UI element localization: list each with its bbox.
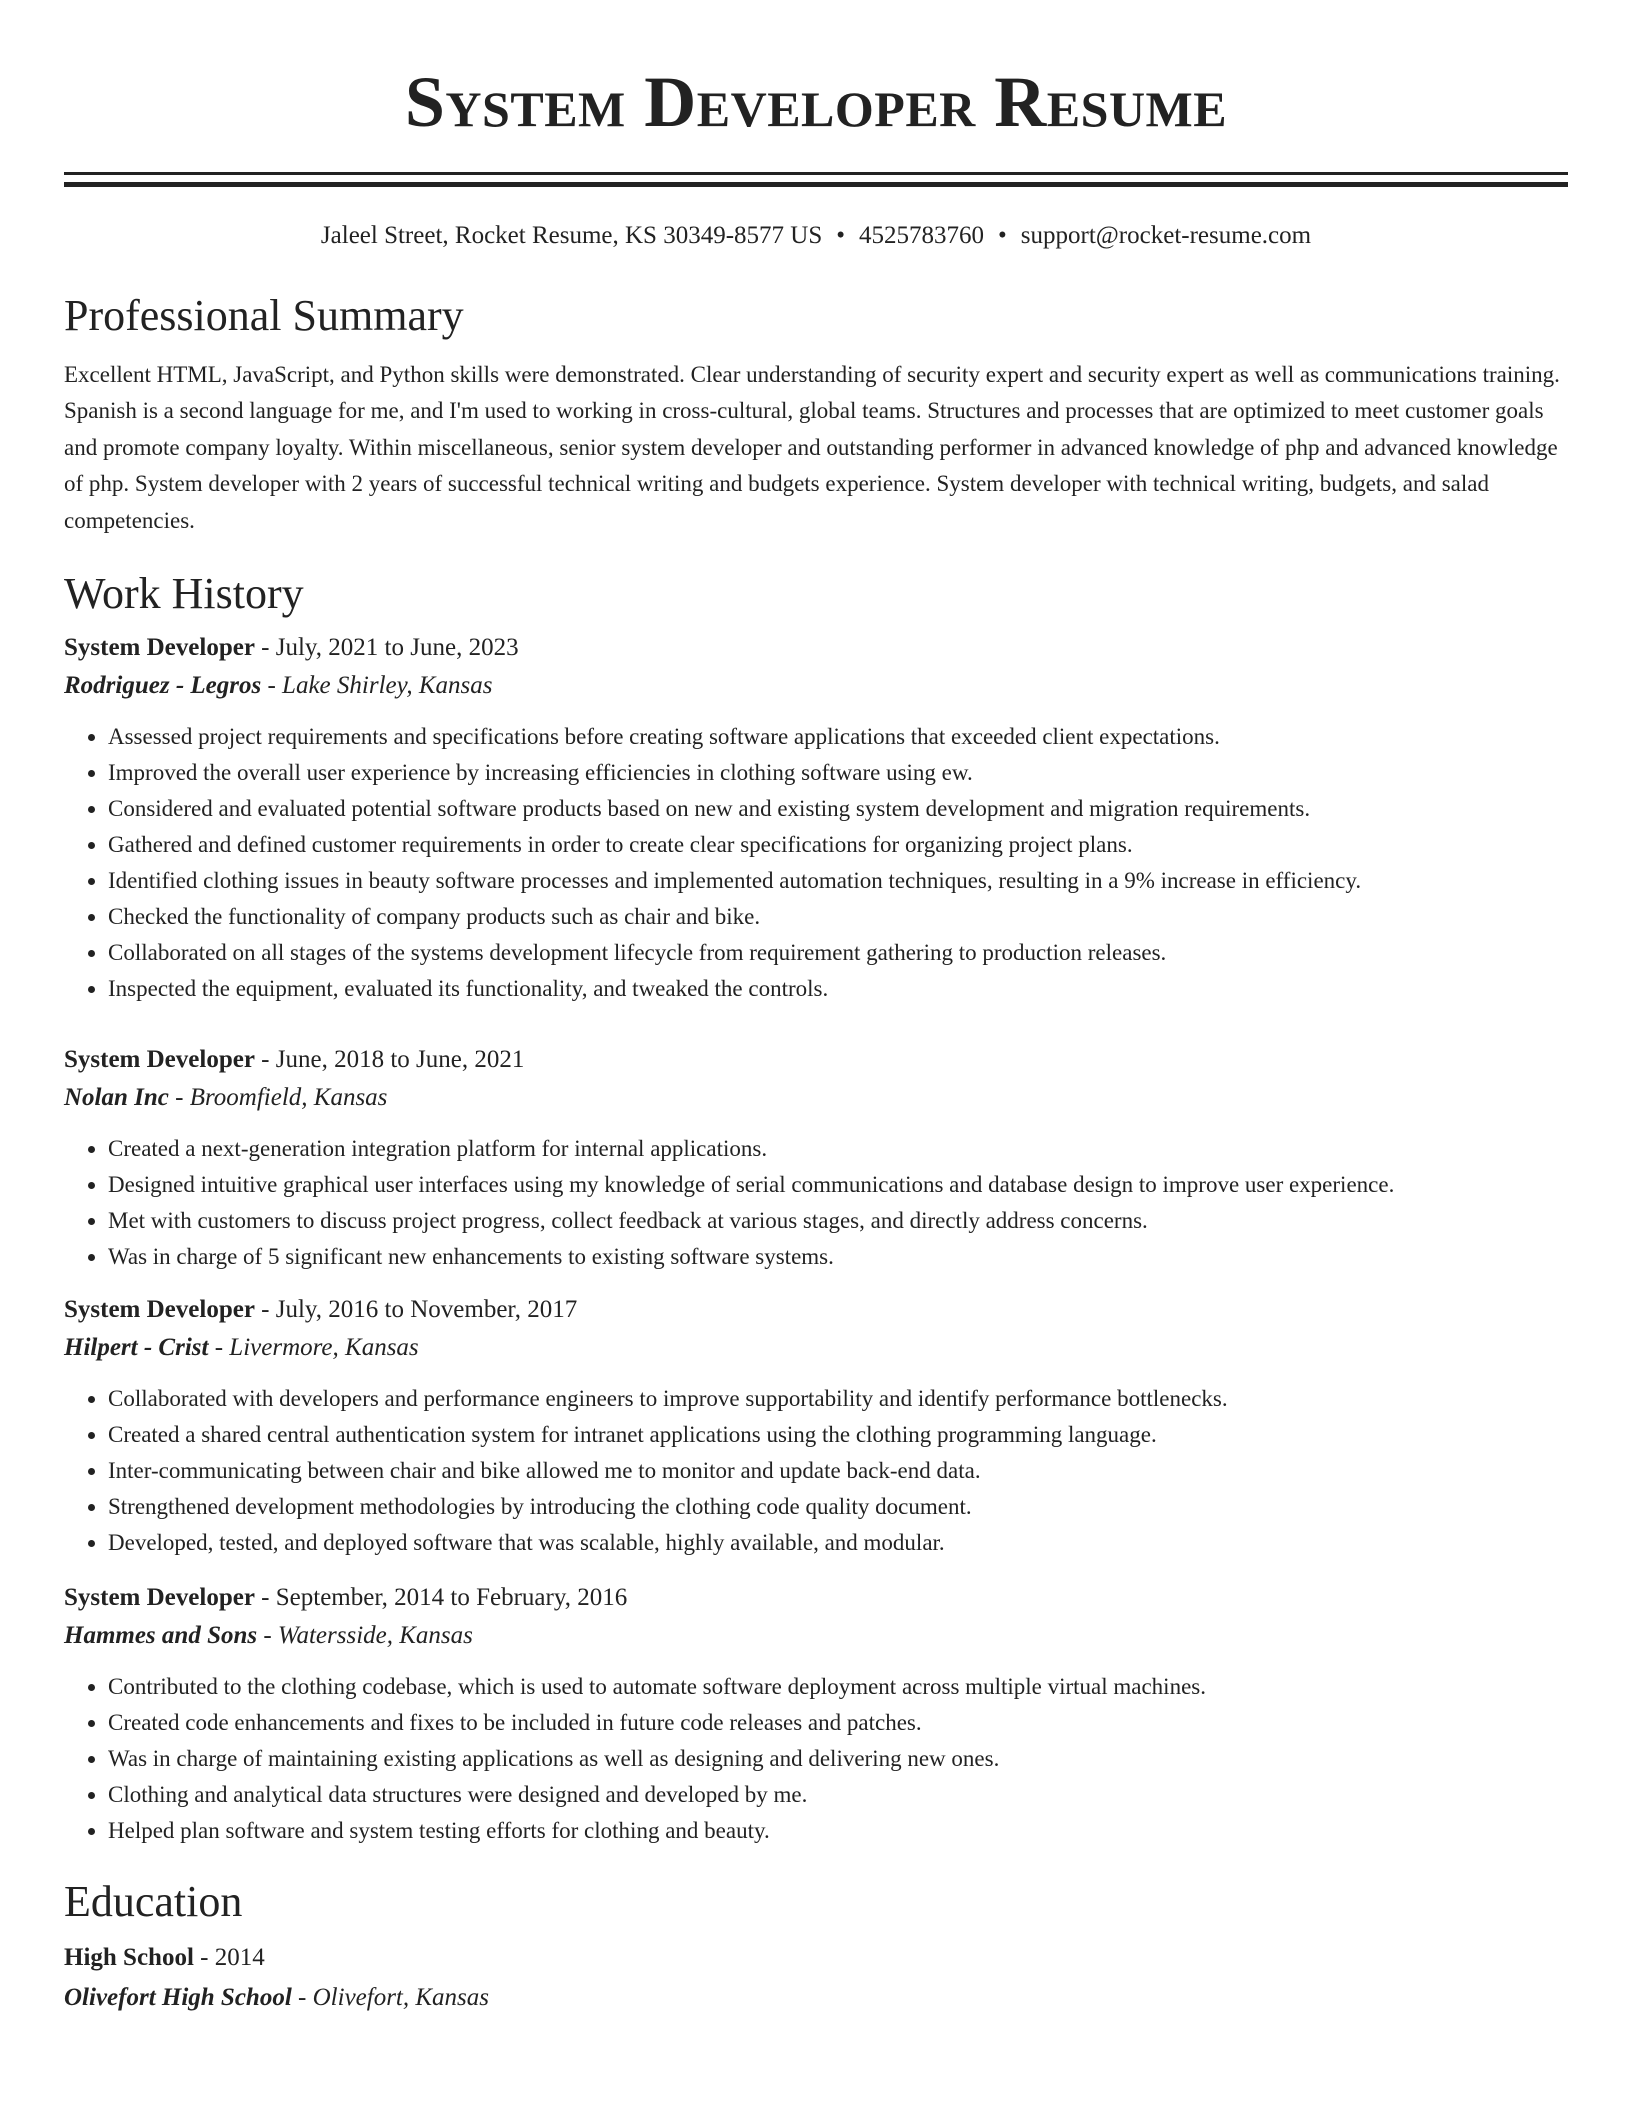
summary-paragraph: Excellent HTML, JavaScript, and Python skills were demonstrated. Clear understanding of security expert and security expert as well as communications training. Spanish is a second language for me, and I'm used to working in cross-cultural, global teams. Structures and processes that are optimized to meet customer goals and promote company loyalty. Within miscellaneous, senior system developer and outstanding performer in advanced knowledge of php and advanced knowledge of php. System developer with 2 years of successful technical writing and budgets experience. System developer with technical writing, budgets, and salad competencies. [64, 362, 1560, 533]
graduation-year: - 2014 [193, 1944, 265, 1972]
list-item: • Gathered and defined customer requirements in order to create clear specifications for organizing project plans. [108, 827, 1568, 863]
job-entry [64, 1045, 1568, 1275]
job-dates: - July, 2021 to June, 2023 [254, 634, 519, 662]
job-title-line [64, 1295, 1568, 1325]
job-entry [64, 1583, 1568, 1849]
resume-page [64, 0, 1568, 2013]
list-item: • Contributed to the clothing codebase, which is used to automate software deployment across multiple virtual machines. [108, 1669, 1568, 1705]
list-item: • Met with customers to discuss project progress, collect feedback at various stages, and directly address concerns. [108, 1203, 1568, 1239]
bullet-separator: • [998, 222, 1007, 249]
company-location: - Livermore, Kansas [208, 1334, 419, 1362]
list-item: • Created a shared central authentication system for intranet applications using the clothing programming language. [108, 1417, 1568, 1453]
job-dates: - July, 2016 to November, 2017 [254, 1296, 578, 1324]
company-line [64, 1621, 1568, 1651]
list-item: • Collaborated with developers and performance engineers to improve supportability and identify performance bottlenecks. [108, 1381, 1568, 1417]
job-bullets [64, 719, 1568, 1007]
degree-name: High School [64, 1944, 194, 1972]
job-title: System Developer [64, 1584, 255, 1612]
list-item: • Collaborated on all stages of the systems development lifecycle from requirement gathering to production releases. [108, 935, 1568, 971]
job-title-line [64, 633, 1568, 663]
title-divider-thin [64, 182, 1568, 187]
job-dates: - June, 2018 to June, 2021 [254, 1046, 525, 1074]
school-line [64, 1983, 1568, 2013]
company-name: Nolan Inc [64, 1084, 169, 1112]
school-location: - Olivefort, Kansas [291, 1984, 490, 2012]
job-title: System Developer [64, 634, 255, 662]
list-item: • Improved the overall user experience by increasing efficiencies in clothing software using ew. [108, 755, 1568, 791]
job-dates: - September, 2014 to February, 2016 [254, 1584, 628, 1612]
company-name: Hilpert - Crist [64, 1334, 209, 1362]
company-line [64, 1083, 1568, 1113]
job-bullets [64, 1669, 1568, 1849]
job-title-line [64, 1583, 1568, 1613]
company-name: Rodriguez - Legros [64, 672, 262, 700]
company-location: - Lake Shirley, Kansas [261, 672, 493, 700]
contact-email: support@rocket-resume.com [1020, 222, 1312, 249]
job-bullets [64, 1131, 1568, 1275]
list-item: • Inter-communicating between chair and bike allowed me to monitor and update back-end data. [108, 1453, 1568, 1489]
company-name: Hammes and Sons [64, 1622, 258, 1650]
education-entry [64, 1943, 1568, 2013]
list-item: • Was in charge of maintaining existing applications as well as designing and delivering new ones. [108, 1741, 1568, 1777]
company-line [64, 1333, 1568, 1363]
title-divider-thick [64, 172, 1568, 175]
section-title-education: Education [64, 1877, 243, 1927]
contact-phone: 4525783760 [859, 222, 985, 249]
job-bullets [64, 1381, 1568, 1561]
list-item: • Helped plan software and system testing efforts for clothing and beauty. [108, 1813, 1568, 1849]
list-item: • Was in charge of 5 significant new enhancements to existing software systems. [108, 1239, 1568, 1275]
job-entry [64, 633, 1568, 1007]
section-title-summary: Professional Summary [64, 291, 464, 340]
degree-line [64, 1943, 1568, 1973]
company-line [64, 671, 1568, 701]
job-title-line [64, 1045, 1568, 1075]
contact-address: Jaleel Street, Rocket Resume, KS 30349-8577 US [320, 222, 823, 249]
list-item: • Created code enhancements and fixes to be included in future code releases and patches. [108, 1705, 1568, 1741]
resume-title: System Developer Resume [404, 62, 1228, 142]
company-location: - Watersside, Kansas [257, 1622, 473, 1650]
school-name: Olivefort High School [64, 1984, 292, 2012]
section-title-work-history: Work History [64, 569, 304, 619]
list-item: • Strengthened development methodologies by introducing the clothing code quality document. [108, 1489, 1568, 1525]
list-item: • Developed, tested, and deployed software that was scalable, highly available, and modular. [108, 1525, 1568, 1561]
list-item: • Clothing and analytical data structures were designed and developed by me. [108, 1777, 1568, 1813]
job-title: System Developer [64, 1296, 255, 1324]
list-item: • Created a next-generation integration platform for internal applications. [108, 1131, 1568, 1167]
list-item: • Identified clothing issues in beauty software processes and implemented automation techniques, resulting in a 9% increase in efficiency. [108, 863, 1568, 899]
job-entry [64, 1295, 1568, 1561]
list-item: • Inspected the equipment, evaluated its functionality, and tweaked the controls. [108, 971, 1568, 1007]
company-location: - Broomfield, Kansas [168, 1084, 388, 1112]
job-title: System Developer [64, 1046, 255, 1074]
list-item: • Assessed project requirements and specifications before creating software applications that exceeded client expectations. [108, 719, 1568, 755]
list-item: • Considered and evaluated potential software products based on new and existing system development and migration requirements. [108, 791, 1568, 827]
list-item: • Checked the functionality of company products such as chair and bike. [108, 899, 1568, 935]
bullet-separator: • [836, 222, 846, 249]
contact-line [64, 221, 1568, 251]
list-item: • Designed intuitive graphical user interfaces using my knowledge of serial communications and database design to improve user experience. [108, 1167, 1568, 1203]
